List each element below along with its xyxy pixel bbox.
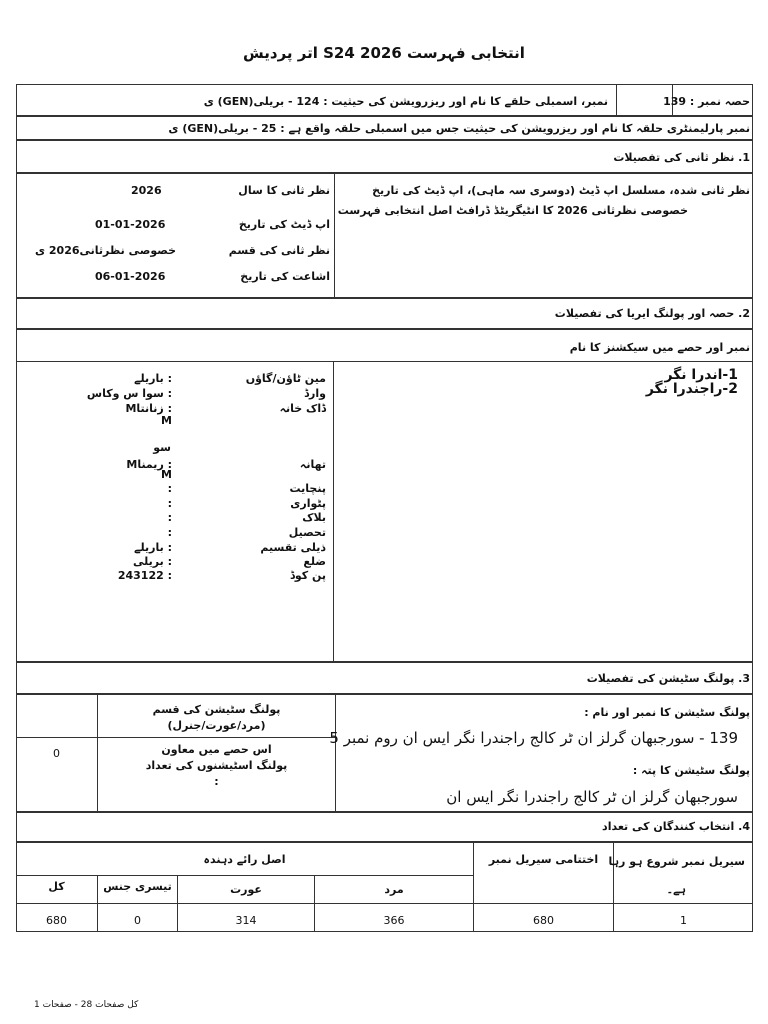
assembly-label: نمبر، اسمبلی حلقے کا نام اور ریزرویشن کی حیثیت : 124 - بریلی(GEN) ی: [203, 95, 608, 108]
section-item-1: 1-اندرا نگر: [664, 367, 738, 383]
start-serial-label-line2: ہے۔: [666, 883, 686, 896]
female-label: عورت: [230, 883, 262, 896]
tehsil-value: :: [167, 526, 172, 539]
page-title: انتخابی فہرست 2026 S24 اتر پردیش: [243, 44, 525, 62]
end-serial-label: اختتامی سیریل نمبر: [488, 853, 599, 866]
ward-label: وارڈ: [304, 387, 326, 400]
polling-address-value: سورجبھان گرلز ان ٹر کالج راجندرا نگر ایس ان: [446, 788, 738, 806]
third-gender-value: 0: [134, 914, 141, 927]
patwari-label: پٹواری: [290, 497, 326, 510]
post-office-value: : زنانتاM: [125, 402, 172, 415]
district-value: : بریلی: [133, 555, 172, 568]
polling-number-name-label: پولنگ سٹیشن کا نمبر اور نام :: [584, 706, 750, 719]
police-station-value: : ریمناM: [126, 458, 172, 471]
net-electors-label: اصل رائے دہندہ: [203, 853, 286, 866]
aux-stations-label-line2: پولنگ اسٹیشنوں کی تعداد: [145, 759, 288, 772]
revision-year-value: 2026: [131, 184, 162, 197]
aux-stations-label-line3: :: [214, 775, 219, 788]
area-heading: 2. حصہ اور پولنگ ایریا کی تفصیلات: [554, 307, 750, 320]
total-value: 680: [46, 914, 67, 927]
panchayat-label: پنچایت: [289, 482, 326, 495]
start-serial-label-line1: سیریل نمبر شروع ہو رہا: [608, 855, 745, 868]
revision-year-label: نظر ثانی کا سال: [238, 184, 330, 197]
male-label: مرد: [384, 883, 404, 896]
female-value: 314: [235, 914, 257, 927]
revision-type-value: خصوصی نظرثانی2026 ی: [34, 244, 176, 257]
third-gender-label: تیسری جنس: [103, 880, 172, 893]
revision-heading: 1. نظر ثانی کی تفصیلات: [613, 151, 750, 164]
area-note-so: سو: [153, 441, 171, 454]
page-footer: کل صفحات 28 - صفحات 1: [34, 1000, 139, 1010]
main-town-value: : باریلے: [134, 372, 172, 385]
pin-code-value: : 243122: [117, 569, 172, 582]
area-body: [16, 329, 753, 662]
subdivision-label: ذیلی تقسیم: [260, 541, 326, 554]
subdivision-value: : باریلے: [134, 541, 172, 554]
ward-value: : سوا س وکاس: [86, 387, 172, 400]
part-number-label: حصہ نمبر : 139: [663, 95, 750, 108]
polling-number-name-value: 139 - سورجبھان گرلز ان ٹر کالج راجندرا نگر ایس ان روم نمبر 5: [329, 729, 738, 747]
block-label: بلاک: [302, 511, 326, 524]
main-town-label: مین ٹاؤن/گاؤں: [245, 372, 326, 385]
aux-stations-value: 0: [53, 747, 60, 760]
district-label: ضلع: [303, 555, 326, 568]
block-value: :: [167, 511, 172, 524]
sections-heading: نمبر اور حصے میں سیکشنز کا نام: [569, 341, 750, 354]
polling-type-label-line1: پولنگ سٹیشن کی قسم: [152, 703, 281, 716]
tehsil-label: تحصیل: [288, 526, 326, 539]
polling-heading: 3. پولنگ سٹیشن کی تفصیلات: [586, 672, 750, 685]
electors-heading: 4. انتخاب کنندگان کی تعداد: [602, 820, 750, 833]
section-item-2: 2-راجندرا نگر: [645, 381, 738, 397]
pin-code-label: پن کوڈ: [289, 569, 326, 582]
patwari-value: :: [167, 497, 172, 510]
revision-type-label: نظر ثانی کی قسم: [228, 244, 330, 257]
parliament-label: نمبر پارلیمنٹری حلقہ کا نام اور ریزرویشن کی حیثیت جس میں اسمبلی حلقہ واقع ہے : 25 - بریلی(GEN) ی: [168, 122, 750, 135]
post-office-value-extra: M: [161, 414, 172, 427]
polling-type-label-line2: (مرد/عورت/جنرل): [167, 719, 266, 732]
update-date-label: اپ ڈیٹ کی تاریخ: [238, 218, 330, 231]
panchayat-value: :: [167, 482, 172, 495]
total-label: کل: [48, 880, 65, 893]
polling-address-label: پولنگ سٹیشن کا پتہ :: [632, 764, 750, 777]
start-serial-value: 1: [680, 914, 687, 927]
update-date-value: 01-01-2026: [95, 218, 166, 231]
publication-date-value: 06-01-2026: [95, 270, 166, 283]
aux-stations-label-line1: اس حصے میں معاون: [161, 743, 272, 756]
male-value: 366: [383, 914, 405, 927]
post-office-label: ڈاک خانہ: [279, 402, 326, 415]
police-station-value-extra: M: [161, 468, 172, 481]
publication-date-label: اشاعت کی تاریخ: [240, 270, 330, 283]
revision-description-line1: نظر ثانی شدہ، مسلسل اپ ڈیٹ (دوسری سہ ماہی)، اپ ڈیٹ کی تاریخ: [372, 184, 750, 197]
police-station-label: تھانہ: [299, 458, 326, 471]
revision-description-line2: خصوصی نظرثانی 2026 کا انٹیگریٹڈ ڈرافٹ اصل انتخابی فہرست: [337, 204, 688, 217]
end-serial-value: 680: [533, 914, 554, 927]
